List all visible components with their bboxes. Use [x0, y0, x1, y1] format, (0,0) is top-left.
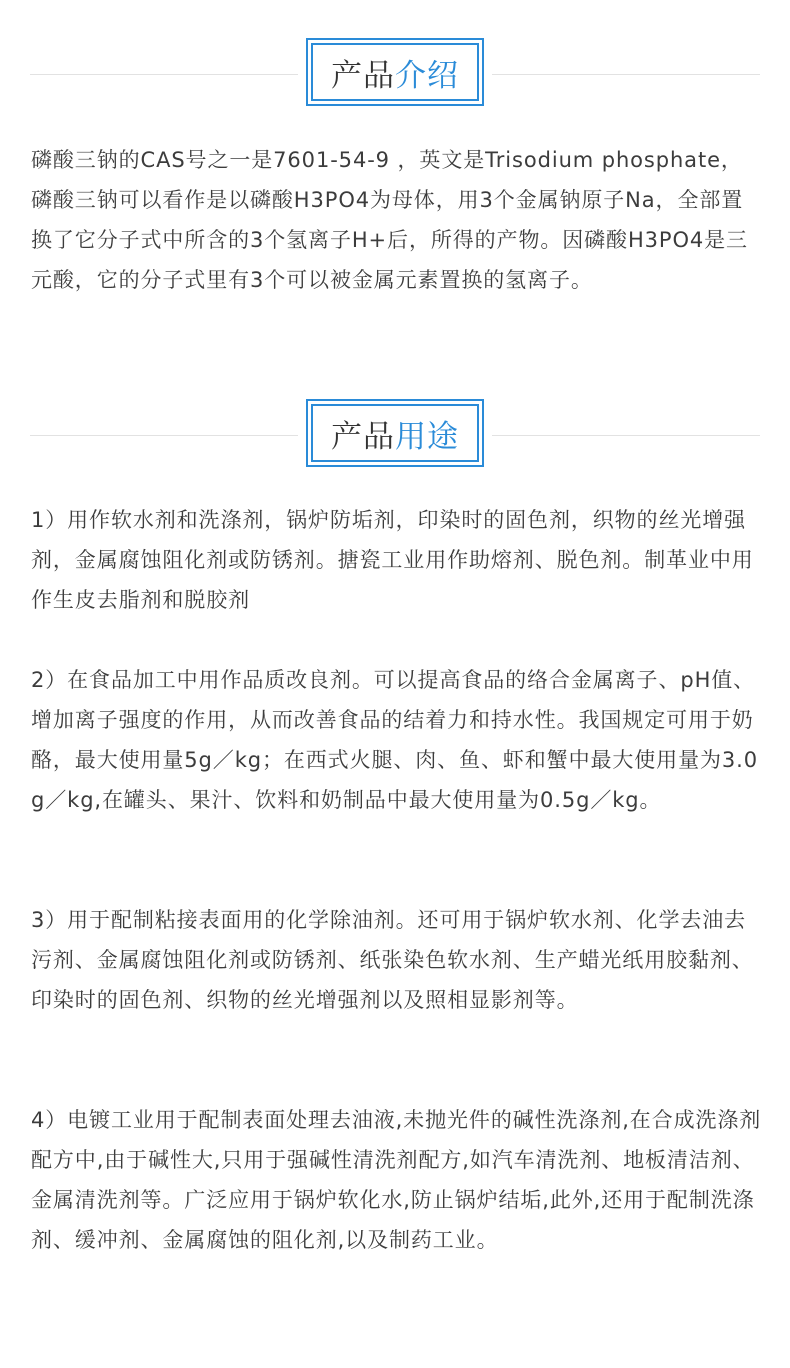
intro-section-header: [0, 38, 790, 112]
usage-item-2: 2）在食品加工中用作品质改良剂。可以提高食品的络合金属离子、pH值、增加离子强度的作用，从而改善食品的结着力和持水性。我国规定可用于奶酪，最大使用量5g／kg；在西式火腿、肉、鱼、虾和蟹中最大使用量为3.0g／kg,在罐头、果汁、饮料和奶制品中最大使用量为0.5g／kg。: [31, 668, 758, 812]
usage-item-1: 1）用作软水剂和洗涤剂，锅炉防垢剂，印染时的固色剂，织物的丝光增强剂，金属腐蚀阻化剂或防锈剂。搪瓷工业用作助熔剂、脱色剂。制革业中用作生皮去脂剂和脱胶剂: [31, 508, 754, 612]
usage-title: [311, 404, 479, 462]
intro-paragraph: 磷酸三钠的CAS号之一是7601-54-9 ，英文是Trisodium phosphate，磷酸三钠可以看作是以磷酸H3PO4为母体，用3个金属钠原子Na，全部置换了它分子式中所含的3个氢离子H+后，所得的产物。因磷酸H3PO4是三元酸，它的分子式里有3个可以被金属元素置换的氢离子。: [31, 148, 748, 292]
usage-item-4: 4）电镀工业用于配制表面处理去油液,未抛光件的碱性洗涤剂,在合成洗涤剂配方中,由于碱性大,只用于强碱性清洗剂配方,如汽车清洗剂、地板清洁剂、金属清洗剂等。广泛应用于锅炉软化水,防止锅炉结垢,此外,还用于配制洗涤剂、缓冲剂、金属腐蚀的阻化剂,以及制药工业。: [31, 1108, 762, 1252]
usage-title-dark: 产品: [331, 418, 395, 455]
intro-title-box: [298, 38, 492, 106]
intro-title-dark: 产品: [331, 57, 395, 94]
usage-title-accent: 用途: [395, 418, 459, 455]
usage-title-box: [298, 399, 492, 467]
usage-item-3: 3）用于配制粘接表面用的化学除油剂。还可用于锅炉软水剂、化学去油去污剂、金属腐蚀阻化剂或防锈剂、纸张染色软水剂、生产蜡光纸用胶黏剂、印染时的固色剂、织物的丝光增强剂以及照相显影剂等。: [31, 908, 754, 1012]
usage-section-header: [0, 399, 790, 473]
intro-title: [311, 43, 479, 101]
intro-title-accent: 介绍: [395, 57, 459, 94]
